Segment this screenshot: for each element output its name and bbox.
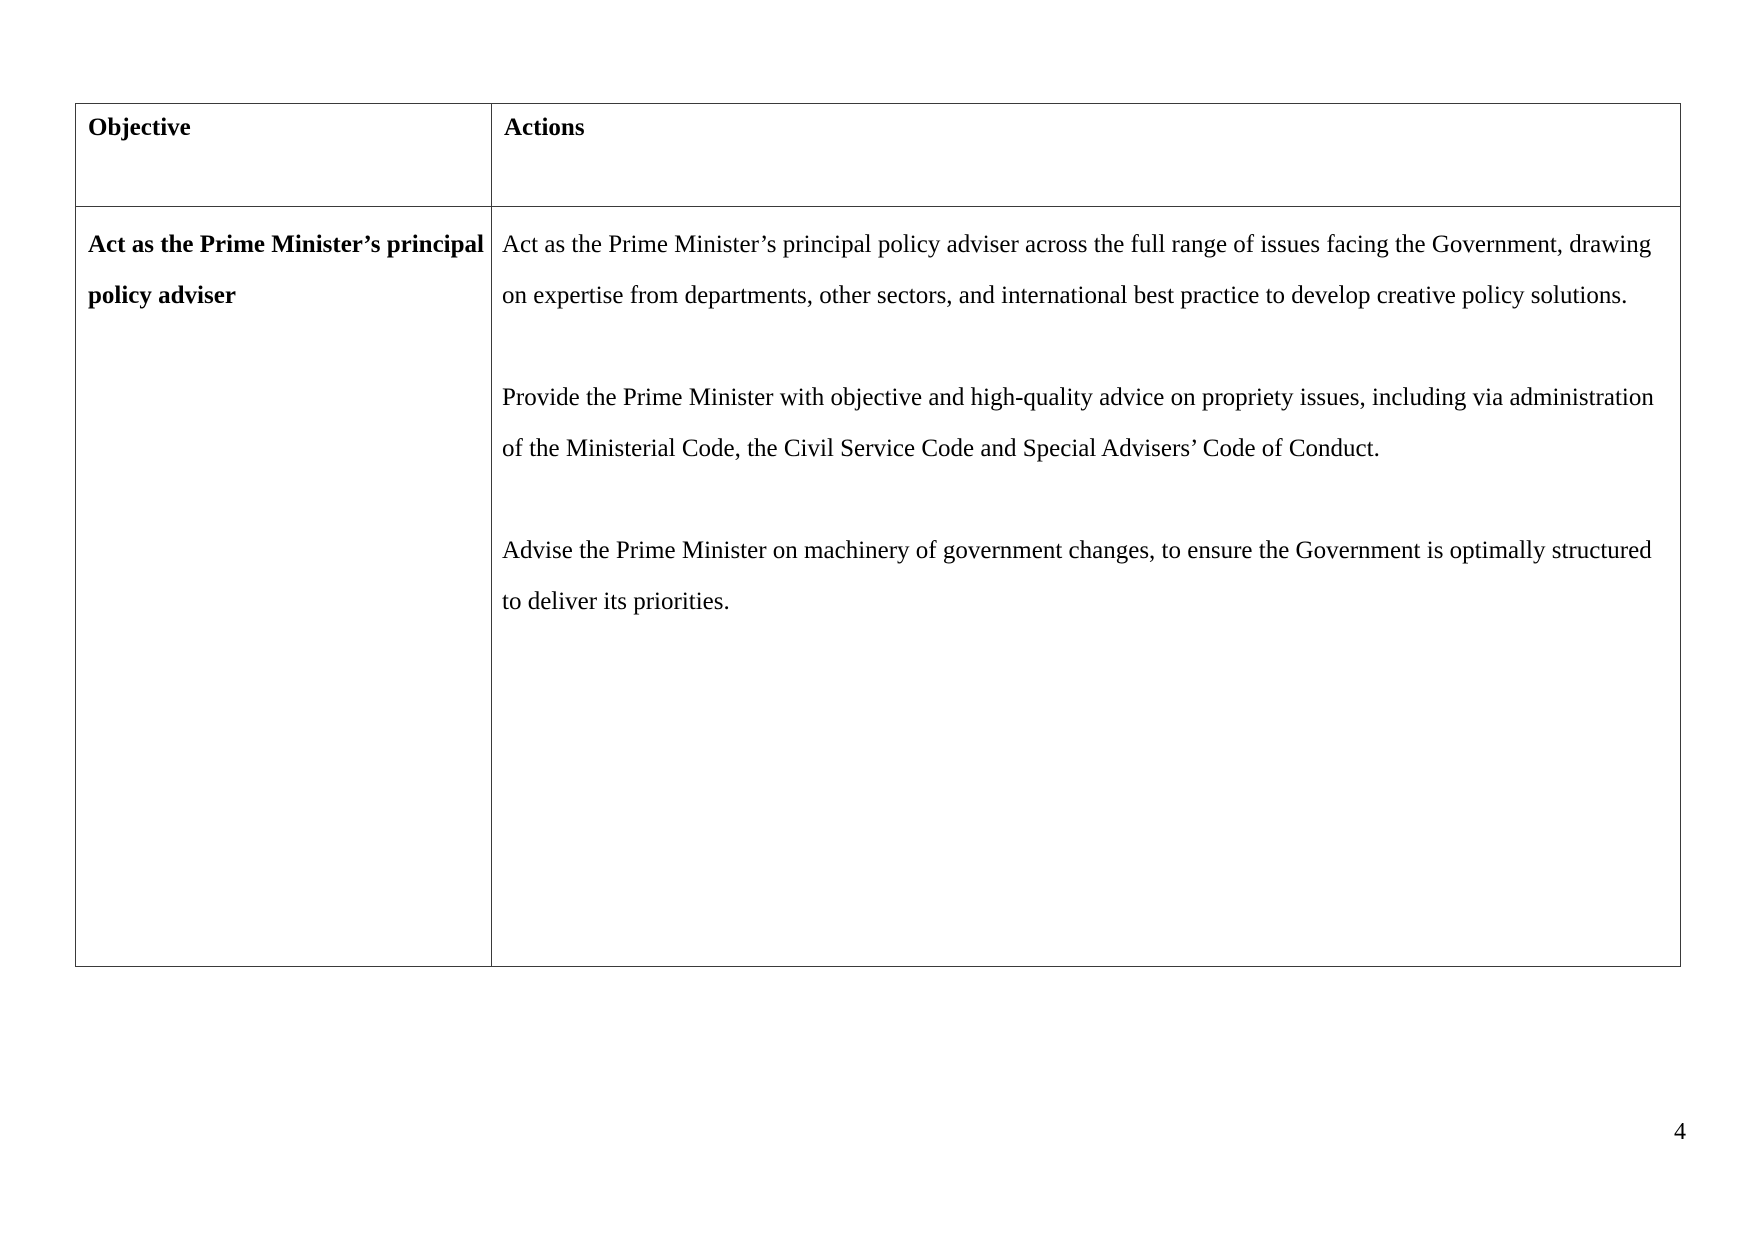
actions-column-header: Actions (492, 104, 1681, 207)
page-number: 4 (1674, 1119, 1686, 1145)
objective-cell: Act as the Prime Minister’s principal policy adviser (76, 207, 492, 967)
objectives-table (75, 103, 1681, 967)
actions-cell (492, 207, 1681, 967)
action-paragraph-propriety-advice: Provide the Prime Minister with objective and high-quality advice on propriety issues, including via administration of the Ministerial Code, the Civil Service Code and Special Advisers’ Code of Conduct. (502, 384, 1654, 462)
table-row (76, 207, 1681, 967)
action-paragraph-policy-adviser: Act as the Prime Minister’s principal policy adviser across the full range of issues facing the Government, drawing on expertise from departments, other sectors, and international best practice to develop creative policy solutions. (502, 231, 1652, 309)
table-header-row (76, 104, 1681, 207)
objective-column-header: Objective (76, 104, 492, 207)
action-paragraph-machinery-of-government: Advise the Prime Minister on machinery of government changes, to ensure the Government is optimally structured to deliver its priorities. (502, 537, 1652, 615)
